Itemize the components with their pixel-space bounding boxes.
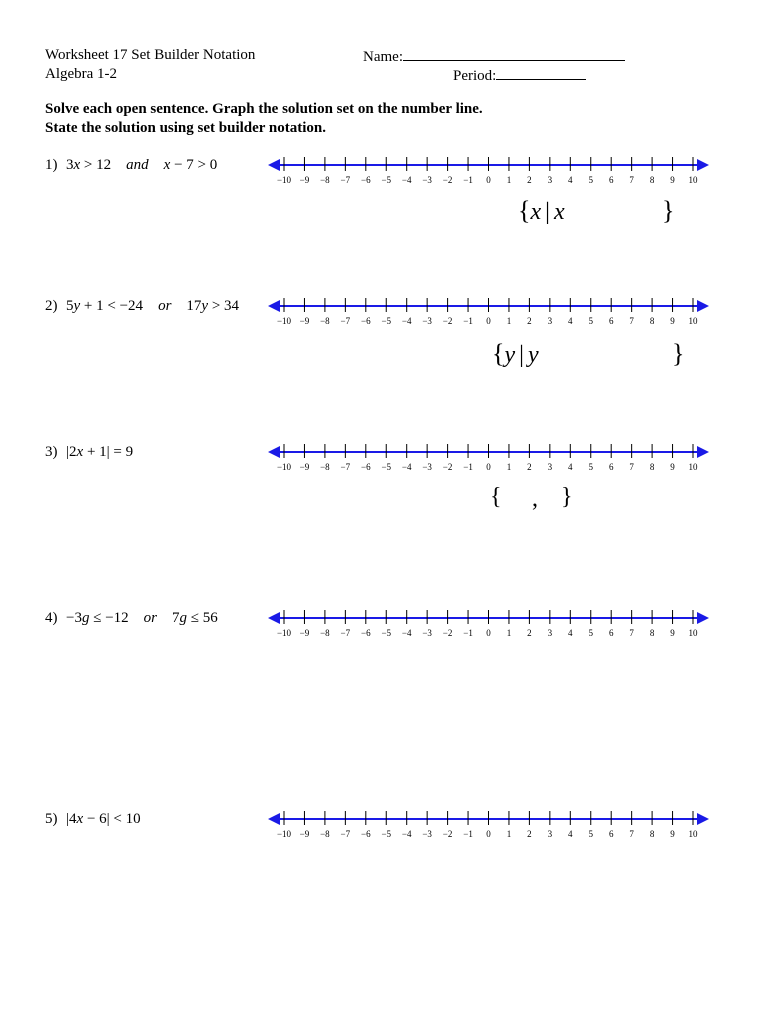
- problem-number: 3): [45, 444, 58, 460]
- number-line-label: 3: [547, 175, 553, 185]
- number-line-label: 5: [588, 829, 593, 839]
- number-line-label: −2: [442, 462, 453, 472]
- number-line-label: −1: [463, 462, 473, 472]
- problem-number: 1): [45, 157, 58, 173]
- number-line-label: −7: [340, 829, 351, 839]
- number-line-label: 10: [688, 628, 698, 638]
- problem-number: 5): [45, 811, 58, 827]
- expression-part: x: [73, 157, 81, 173]
- number-line[interactable]: [266, 610, 706, 644]
- number-line-label: 0: [486, 316, 491, 326]
- expression-part: > 12: [80, 157, 112, 173]
- set-variable-condition: x: [553, 199, 565, 225]
- expression-part: + 1| = 9: [83, 444, 134, 460]
- expression-part: and: [111, 157, 164, 173]
- number-line-label: 8: [649, 829, 655, 839]
- number-line-label: −9: [299, 316, 310, 326]
- name-label: Name:: [363, 49, 403, 65]
- expression-part: x: [76, 811, 84, 827]
- number-line-label: −10: [276, 175, 292, 185]
- number-line-label: 0: [486, 175, 491, 185]
- period-field: [453, 66, 586, 85]
- expression-part: x: [163, 157, 171, 173]
- expression-part: or: [128, 610, 173, 626]
- number-line-label: 7: [629, 175, 634, 185]
- name-blank: [403, 47, 625, 61]
- number-line-label: −3: [422, 316, 432, 326]
- number-line-label: −5: [381, 628, 392, 638]
- right-arrow-icon: [697, 813, 709, 825]
- number-line-label: 5: [588, 462, 593, 472]
- expression-part: y: [73, 298, 81, 314]
- number-line[interactable]: [266, 811, 706, 845]
- right-arrow-icon: [697, 300, 709, 312]
- problem-number: 4): [45, 610, 58, 626]
- number-line-label: 6: [608, 316, 614, 326]
- number-line-label: −5: [381, 462, 392, 472]
- number-line-label: 2: [527, 175, 532, 185]
- number-line-label: −2: [442, 829, 453, 839]
- number-line-label: 1: [506, 462, 512, 472]
- number-line-label: −6: [361, 829, 371, 839]
- number-line-label: 2: [527, 829, 532, 839]
- number-line-label: 1: [506, 628, 512, 638]
- set-builder-answer: [518, 196, 565, 226]
- number-line-label: −3: [422, 462, 432, 472]
- instructions-line-2: State the solution using set builder notation.: [45, 120, 327, 136]
- number-line-label: −6: [361, 175, 371, 185]
- number-line-label: −7: [340, 628, 351, 638]
- expression-part: ≤ 56: [187, 610, 218, 626]
- number-line-label: 4: [568, 462, 573, 472]
- expression-part: |2: [66, 444, 77, 460]
- expression-part: x: [76, 444, 84, 460]
- worksheet-title: Worksheet 17 Set Builder Notation: [45, 47, 256, 63]
- number-line-label: 7: [629, 829, 634, 839]
- number-line-label: −2: [442, 628, 453, 638]
- number-line-label: −3: [422, 175, 432, 185]
- number-line-label: −1: [463, 829, 473, 839]
- set-variable: x: [530, 199, 542, 225]
- left-arrow-icon: [268, 300, 280, 312]
- right-arrow-icon: [697, 159, 709, 171]
- number-line-label: 7: [629, 316, 634, 326]
- number-line-label: −10: [276, 628, 292, 638]
- number-line[interactable]: [266, 157, 706, 191]
- number-line-label: −2: [442, 175, 453, 185]
- left-arrow-icon: [268, 446, 280, 458]
- period-blank: [496, 66, 586, 80]
- expression-part: ≤ −12: [89, 610, 129, 626]
- close-brace: [672, 339, 684, 369]
- number-line-label: −5: [381, 316, 392, 326]
- number-line-label: 7: [629, 628, 634, 638]
- number-line-label: 9: [670, 316, 675, 326]
- number-line-label: 10: [688, 316, 698, 326]
- number-line-label: 4: [568, 175, 573, 185]
- number-line-label: 6: [608, 175, 614, 185]
- number-line-label: 8: [649, 175, 655, 185]
- number-line-label: −2: [442, 316, 453, 326]
- number-line-label: −1: [463, 316, 473, 326]
- number-line-label: 9: [670, 462, 675, 472]
- number-line-label: 2: [527, 316, 532, 326]
- expression-part: − 6| < 10: [83, 811, 141, 827]
- number-line-label: −6: [361, 316, 371, 326]
- number-line[interactable]: [266, 298, 706, 332]
- problem-expression: [66, 157, 217, 174]
- open-brace: {: [490, 484, 502, 510]
- problem-number: 2): [45, 298, 58, 314]
- number-line-label: 5: [588, 316, 593, 326]
- expression-part: 17: [186, 298, 202, 314]
- number-line-label: −8: [320, 628, 330, 638]
- number-line-label: 5: [588, 175, 593, 185]
- number-line-label: 3: [547, 316, 553, 326]
- open-brace: {: [518, 196, 531, 225]
- number-line-label: 0: [486, 628, 491, 638]
- number-line-label: −6: [361, 628, 371, 638]
- number-line-label: −10: [276, 462, 292, 472]
- set-comma: ,: [532, 486, 538, 512]
- problem-expression: [66, 610, 218, 627]
- right-arrow-icon: [697, 612, 709, 624]
- number-line-label: 9: [670, 628, 675, 638]
- instructions-line-1: Solve each open sentence. Graph the solution set on the number line.: [45, 101, 483, 117]
- expression-part: or: [143, 298, 187, 314]
- problem-expression: [66, 811, 141, 828]
- left-arrow-icon: [268, 813, 280, 825]
- close-brace-glyph: }: [672, 339, 685, 368]
- number-line-label: 6: [608, 628, 614, 638]
- number-line-label: −5: [381, 829, 392, 839]
- number-line[interactable]: [266, 444, 706, 478]
- number-line-label: −1: [463, 628, 473, 638]
- expression-part: 7: [172, 610, 180, 626]
- expression-part: y: [201, 298, 209, 314]
- left-arrow-icon: [268, 612, 280, 624]
- close-brace: }: [561, 484, 573, 510]
- course-name: Algebra 1-2: [45, 66, 118, 82]
- number-line-label: −8: [320, 462, 330, 472]
- expression-part: 5: [66, 298, 74, 314]
- number-line-label: −4: [401, 462, 412, 472]
- number-line-label: 4: [568, 316, 573, 326]
- set-builder-answer: [492, 339, 539, 369]
- number-line-label: 1: [506, 175, 512, 185]
- right-arrow-icon: [697, 446, 709, 458]
- period-label: Period:: [453, 68, 497, 84]
- number-line-label: 10: [688, 175, 698, 185]
- number-line-label: −10: [276, 316, 292, 326]
- number-line-label: 8: [649, 628, 655, 638]
- expression-part: g: [179, 610, 188, 626]
- number-line-label: 1: [506, 829, 512, 839]
- number-line-label: 0: [486, 462, 491, 472]
- number-line-label: −4: [401, 628, 412, 638]
- number-line-label: −10: [276, 829, 292, 839]
- number-line-label: 8: [649, 462, 655, 472]
- number-line-label: −1: [463, 175, 473, 185]
- set-variable-condition: y: [527, 342, 539, 368]
- close-brace-glyph: }: [662, 196, 675, 225]
- number-line-label: 0: [486, 829, 491, 839]
- number-line-label: 1: [506, 316, 512, 326]
- number-line-label: 10: [688, 829, 698, 839]
- set-bar: |: [545, 199, 550, 225]
- expression-part: 3: [66, 157, 74, 173]
- expression-part: − 7 > 0: [170, 157, 218, 173]
- number-line-label: 7: [629, 462, 634, 472]
- number-line-label: −3: [422, 628, 432, 638]
- number-line-label: −7: [340, 462, 351, 472]
- number-line-label: −7: [340, 175, 351, 185]
- number-line-label: −9: [299, 829, 310, 839]
- expression-part: −3: [66, 610, 82, 626]
- left-arrow-icon: [268, 159, 280, 171]
- number-line-label: 5: [588, 628, 593, 638]
- number-line-label: 4: [568, 829, 573, 839]
- number-line-label: 6: [608, 462, 614, 472]
- number-line-label: −9: [299, 628, 310, 638]
- number-line-label: −8: [320, 175, 330, 185]
- number-line-label: −8: [320, 316, 330, 326]
- number-line-label: 9: [670, 829, 675, 839]
- number-line-label: 8: [649, 316, 655, 326]
- number-line-label: 3: [547, 829, 553, 839]
- problem-expression: [66, 444, 133, 461]
- close-brace: [662, 196, 674, 226]
- number-line-label: −7: [340, 316, 351, 326]
- number-line-label: −6: [361, 462, 371, 472]
- number-line-label: −4: [401, 316, 412, 326]
- number-line-label: 6: [608, 829, 614, 839]
- number-line-label: 2: [527, 628, 532, 638]
- number-line-label: 3: [547, 462, 553, 472]
- number-line-label: −5: [381, 175, 392, 185]
- expression-part: |4: [66, 811, 77, 827]
- name-field: [363, 47, 625, 66]
- number-line-label: 3: [547, 628, 553, 638]
- expression-part: > 34: [208, 298, 240, 314]
- number-line-label: −8: [320, 829, 330, 839]
- open-brace: {: [492, 339, 505, 368]
- expression-part: g: [81, 610, 90, 626]
- number-line-label: −3: [422, 829, 432, 839]
- set-bar: |: [519, 342, 524, 368]
- number-line-label: −4: [401, 175, 412, 185]
- number-line-label: 4: [568, 628, 573, 638]
- problem-expression: [66, 298, 239, 315]
- expression-part: + 1 < −24: [80, 298, 144, 314]
- number-line-label: −4: [401, 829, 412, 839]
- set-variable: y: [504, 342, 516, 368]
- number-line-label: 10: [688, 462, 698, 472]
- number-line-label: 2: [527, 462, 532, 472]
- number-line-label: −9: [299, 462, 310, 472]
- number-line-label: −9: [299, 175, 310, 185]
- number-line-label: 9: [670, 175, 675, 185]
